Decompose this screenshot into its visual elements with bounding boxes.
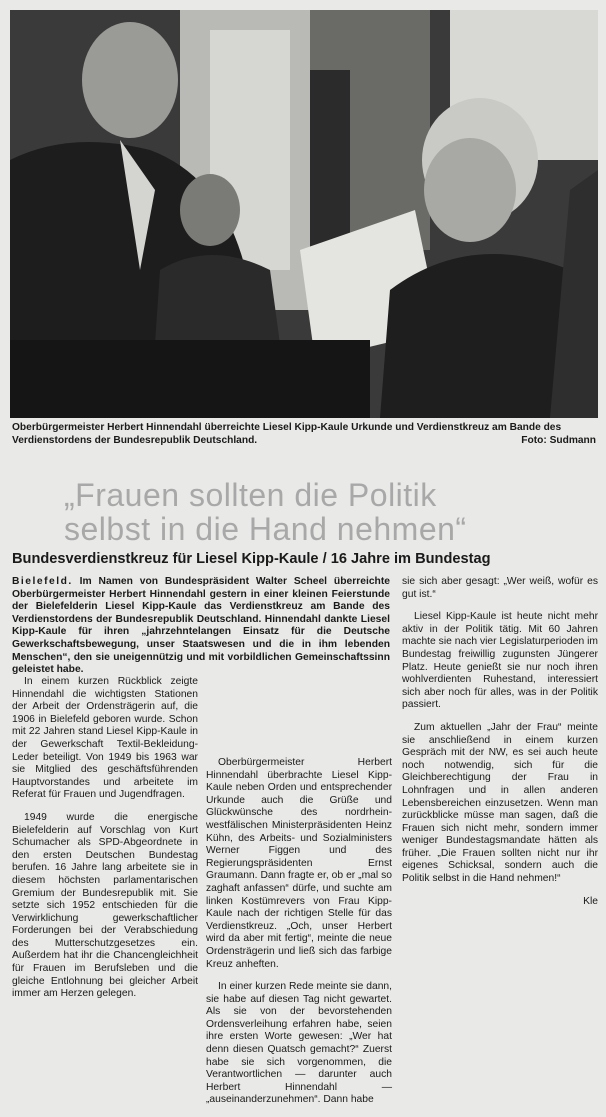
press-photo	[10, 10, 598, 418]
subheadline: Bundesverdienstkreuz für Liesel Kipp-Kaule / 16 Jahre im Bundestag	[12, 551, 491, 567]
headline	[64, 478, 584, 546]
column-1	[12, 676, 198, 1011]
dateline: Bielefeld.	[12, 576, 73, 587]
column-2-paragraph-1: Oberbürgermeister Herbert Hinnendahl überbrachte Liesel Kipp-Kaule neben Orden und entsprechender Urkunde auch die Grüße und Glückwünsche des nordrhein-westfälischen Ministerpräsidenten Heinz Kühn, des Arbeits- und Sozialministers Werner Figgen und des Regierungspräsidenten Ernst Graumann. Dann fragte er, ob er „mal so zaghaft anfassen“ dürfe, und suchte am linken Kostümrevers von Frau Kipp-Kaule nach der richtigen Stelle für das Verdienstkreuz. „Och, unser Herbert wird da aber mit fertig“, meinte die neue Ordensträgerin und ließ sich das farbige Kreuz anheften.	[206, 757, 392, 970]
caption-text: Oberbürgermeister Herbert Hinnendahl überreichte Liesel Kipp-Kaule Urkunde und Verdienstkreuz am Bande des Verdienstordens der Bundesrepublik Deutschland.	[12, 422, 562, 446]
column-3-paragraph-1: sie sich aber gesagt: „Wer weiß, wofür es gut ist.“	[402, 576, 598, 600]
headline-line-1: „Frauen sollten die Politik	[64, 477, 437, 513]
column-3	[402, 576, 598, 908]
column-3-paragraph-3: Zum aktuellen „Jahr der Frau“ meinte sie anschließend in einem kurzen Gespräch mit der NW, es sei auch heute noch notwendig, sich für die Gleichberechtigung der Frau in Lohnfragen und in allen anderen Lebensbereichen einzusetzen. Wenn man zurückblicke müsse man sagen, daß die Frauen sich nicht mehr, sondern immer weniger Bundestagsmandate hätten als früher. „Die Frauen sollten nicht nur ihr eigenes Schicksal, sondern auch die Politik selbst in die Hand nehmen!“	[402, 721, 598, 885]
lead-text: Im Namen von Bundespräsident Walter Scheel überreichte Oberbürgermeister Herbert Hinnendahl gestern in einer kleinen Feierstunde der Bielefelderin Liesel Kipp-Kaule das Verdienstkreuz am Bande des Verdienstordens der Bundesrepublik Deutschland. Hinnendahl dankte Liesel Kipp-Kaule für ihren „jahrzehntelangen Einsatz für die Deutsche Gewerkschaftsbewegung, unser Staatswesen und die in ihm lebenden Menschen“, den sie uneigennützig und mit vorbildlichen Gemeinschaftssinn geleistet habe.	[12, 576, 390, 676]
photo-caption	[12, 422, 596, 447]
lead-paragraph	[12, 576, 390, 677]
column-3-paragraph-2: Liesel Kipp-Kaule ist heute nicht mehr aktiv in der Politik tätig. Mit 60 Jahren machte sie nach vier Legislaturperioden im Bundestag freiwillig zugunsten Jüngerer Platz. Heute genießt sie nur noch ihren wohlverdienten Ruhestand, interessiert sich aber noch für alles, was in der Politik passiert.	[402, 611, 598, 711]
column-2	[206, 757, 392, 1117]
headline-line-2: selbst in die Hand nehmen“	[64, 511, 467, 547]
column-1-paragraph-1: In einem kurzen Rückblick zeigte Hinnendahl die wichtigsten Stationen der Arbeit der Ordensträgerin auf, die 1906 in Bielefeld geboren wurde. Schon mit 22 Jahren stand Liesel Kipp-Kaule in der Gewerkschaft Textil-Bekleidung-Leder beteiligt. Von 1949 bis 1963 war sie Mitglied des geschäftsführenden Hauptvorstandes und arbeitete im Referat für Frauen und Jugendfragen.	[12, 676, 198, 801]
column-1-paragraph-2: 1949 wurde die energische Bielefelderin auf Vorschlag von Kurt Schumacher als SPD-Abgeordnete in den ersten Deutschen Bundestag berufen. 16 Jahre lang arbeitete sie in diesem höchsten parlamentarischen Gremium der Bundesrepublik mit. Sie setzte sich 1952 entschieden für die Verwirklichung gewerkschaftlicher Forderungen bei der Verabschiedung des Mutterschutzgesetzes ein. Außerdem hat ihr die Chancengleichheit für Frauen im Berufsleben und die gleiche Entlohnung bei gleicher Arbeit immer am Herzen gelegen.	[12, 811, 198, 1000]
author-signature: Kle	[583, 895, 598, 907]
column-2-paragraph-2: In einer kurzen Rede meinte sie dann, sie habe auf diesen Tag nicht gewartet. Als sie von der bevorstehenden Ordensverleihung erfahren habe, seien ihre ersten Worte gewesen: „Wer hat denn diesen Quatsch gemacht?“ Zuerst habe sie sich vorgenommen, die Verantwortlichen — darunter auch Herbert Hinnendahl — „auseinanderzunehmen“. Dann habe	[206, 981, 393, 1106]
photo-credit: Foto: Sudmann	[521, 434, 596, 446]
photo-illustration	[10, 10, 598, 418]
